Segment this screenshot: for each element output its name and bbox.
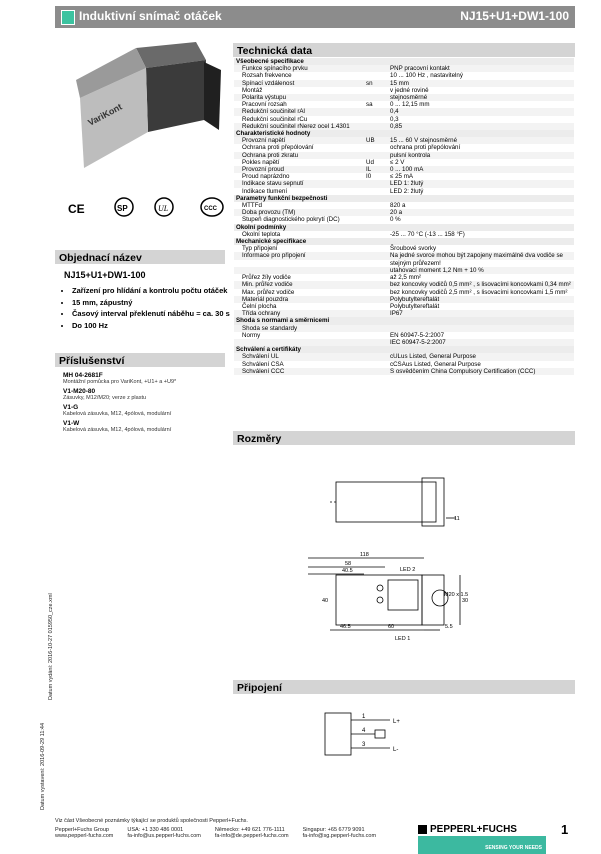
spec-value: IEC 60947-5-2:2007 [388,339,574,346]
spec-symbol [364,260,388,267]
spec-value: 0 % [390,216,401,224]
spec-row [234,80,574,87]
spec-row [234,188,574,195]
spec-symbol: UB [364,137,388,144]
spec-symbol [364,339,388,346]
contact-line[interactable]: www.pepperl-fuchs.com [55,833,114,839]
brand-slogan: SENSING YOUR NEEDS [485,845,542,851]
spec-label: Provozní napětí [234,137,364,144]
spec-row [234,209,574,216]
ccc-mark-icon [201,198,223,216]
spec-symbol [364,231,388,238]
dim-label: 58 [345,561,352,567]
spec-group-title: Schválení a certifikáty [234,346,574,353]
certification-marks [64,196,234,220]
spec-row [234,216,574,223]
spec-value: 10 ... 100 Hz , nastavitelný [390,72,463,80]
spec-symbol [364,325,388,332]
connection-heading: Připojení [233,680,575,694]
spec-row [234,101,574,108]
spec-value: 820 a [390,202,406,210]
spec-label [234,267,364,274]
spec-symbol [364,289,388,296]
spec-value: 15 mm [388,80,574,87]
contact-line[interactable]: fa-info@de.pepperl-fuchs.com [214,833,289,839]
spec-row [234,159,574,166]
spec-symbol [364,108,388,115]
spec-symbol [364,202,388,209]
spec-value: cULus Listed, General Purpose [388,353,574,360]
spec-label: Informace pro připojení [234,252,364,259]
accessory-description: Kabelová zásuvka, M12, 4pólová, modulární [63,427,172,433]
spec-group-title: Shoda s normami a směrnicemi [234,317,574,324]
spec-value: stejnosměrné [388,94,574,101]
spec-row [234,231,574,238]
order-section-heading: Objednací název [55,250,225,264]
spec-symbol [364,281,388,288]
spec-row [234,166,574,173]
dim-label: 40.5 [342,568,353,574]
ul-mark-icon [155,198,173,216]
contact-line: USA: +1 330 486 0001 [127,827,184,833]
footer-contacts [55,827,405,839]
spec-symbol [364,252,388,259]
release-date: Datum vydání: 2016-10-27 015950_cze.xml [48,593,54,700]
spec-symbol [364,245,388,252]
spec-symbol [364,267,388,274]
spec-symbol: sa [366,101,373,109]
spec-label: Třída ochrany [234,310,364,317]
spec-row [234,180,574,187]
spec-row [234,94,574,101]
spec-label: Shoda se standardy [234,325,364,332]
spec-row [234,325,574,332]
spec-label: Polarita výstupu [234,94,364,101]
spec-group-row [234,317,574,324]
spec-symbol: sn [364,80,388,87]
accessory-list [63,372,228,433]
spec-value: ≤ 2 V [390,158,405,166]
contact-line: Pepperl+Fuchs Group [55,827,109,833]
contact-line[interactable]: fa-info@sg.pepperl-fuchs.com [302,833,377,839]
spec-label: MTTFd [242,202,262,210]
spec-label: Materiál pouzdra [234,296,364,303]
contact-column [55,827,113,839]
spec-symbol [364,123,388,130]
spec-label: Doba provozu (TM) [234,209,364,216]
spec-symbol [364,65,388,72]
contact-line[interactable]: fa-info@us.pepperl-fuchs.com [127,833,201,839]
feature-item: • Zařízení pro hlídání a kontrolu počtu otáček [72,286,247,296]
spec-value: LED 2: žlutý [390,187,424,195]
spec-symbol [364,216,388,223]
spec-label: Pracovní rozsah [242,101,287,109]
product-brand-label: VariKont [86,101,124,128]
spec-label: Proud naprázdno [242,173,290,181]
spec-label: Indikace tlumení [242,187,288,195]
spec-label: Redukční součinitel rNerez ocel 1.4301 [234,123,364,130]
accessory-description: Zásuvky, M12/M20; verze z plastu [63,395,147,401]
terminal-label: L- [393,747,399,753]
spec-row [234,289,574,296]
terminal-label: 3 [362,742,366,748]
terminal-label: 4 [362,728,366,734]
feature-list [52,286,247,332]
spec-label: Provozní proud [234,166,364,173]
accessory-code: V1-M20-80 [63,388,96,395]
spec-label: Schválení CCC [234,368,364,375]
spec-row [234,173,574,180]
spec-label: Typ připojení [242,245,278,253]
spec-symbol [364,116,388,123]
contact-column [303,827,376,839]
spec-row [234,361,574,368]
spec-label: Funkce spínacího prvku [234,65,364,72]
csa-mark-icon [115,198,133,216]
svg-text:SP: SP [117,204,128,213]
dim-label: LED 1 [395,636,411,642]
spec-symbol [364,368,388,375]
dim-label: 11 [454,516,460,522]
spec-label: Schválení CSA [242,360,284,368]
spec-group-row [234,238,574,245]
document-title: Induktivní snímač otáček [79,9,222,23]
spec-label: Indikace stavu sepnutí [234,180,364,187]
ce-mark-icon [68,202,85,216]
terminal-label: 1 [362,714,366,720]
spec-row [234,303,574,310]
spec-value: S osvědčením China Compulsory Certification (CCC) [388,368,574,375]
spec-row [234,72,574,79]
spec-value: 15 ... 60 V stejnosměrné [388,137,574,144]
spec-label: Montáž [242,86,263,94]
feature-item: • Časový interval překlenutí náběhu = ca. 30 s [72,309,247,319]
dim-label: LED 2 [400,567,416,573]
spec-row [234,202,574,209]
spec-symbol: Ud [366,158,374,166]
spec-symbol [364,274,388,281]
spec-group-row [234,130,574,137]
dimensions-heading: Rozměry [233,431,575,445]
spec-row [234,281,574,288]
spec-row [234,339,574,346]
feature-item: • Do 100 Hz [72,321,247,331]
spec-label [234,339,364,346]
spec-symbol [364,353,388,360]
spec-value: Polybutyltereftalát [388,296,574,303]
header-marker [61,10,75,25]
spec-row [234,137,574,144]
accessory-code: V1-W [63,420,80,427]
spec-row [234,116,574,123]
spec-row [234,108,574,115]
spec-value: 0,85 [388,123,574,130]
accessory-code: V1-G [63,404,79,411]
spec-row [234,245,574,252]
spec-label: Ochrana proti zkratu [234,152,364,159]
spec-symbol [364,332,388,339]
dimension-drawing [300,470,480,660]
spec-label: Ochrana proti přepólování [242,144,314,152]
dim-label: 118 [360,552,369,558]
spec-symbol [364,296,388,303]
spec-row [234,260,574,267]
accessory-description: Kabelová zásuvka, M12, 4pólová, modulární [63,411,172,417]
spec-group-row [234,346,574,353]
spec-group-title: Charakteristické hodnoty [234,130,574,137]
spec-value: cCSAus Listed, General Purpose [390,360,481,368]
spec-label: Redukční součinitel rCu [242,115,308,123]
contact-line: Německo: +49 621 776-1111 [214,827,285,833]
dim-label: 30 [462,598,469,604]
spec-value: Polybutyltereftalát [390,302,440,310]
spec-label: Rozsah frekvence [242,72,292,80]
page-header [55,6,575,28]
spec-symbol [364,87,388,94]
spec-row [234,332,574,339]
spec-label: Normy [242,331,261,339]
spec-symbol [364,72,388,79]
spec-label: Okolní teplota [242,230,281,238]
spec-label: Redukční součinitel rAl [234,108,364,115]
spec-value: stejným průřezem! [390,259,441,267]
spec-label: Max. průřez vodiče [242,288,295,296]
spec-value: pulsní kontrola [388,152,574,159]
spec-symbol [364,188,388,195]
spec-row [234,353,574,360]
spec-symbol [364,303,388,310]
spec-row [234,144,574,151]
spec-group-title: Mechanické specifikace [234,238,574,245]
spec-row [234,267,574,274]
spec-value: IP67 [388,310,574,317]
spec-value: v jedné rovině [390,86,429,94]
spec-row [234,310,574,317]
spec-row [234,252,574,259]
spec-value: bez koncovky vodičů 0,5 mm² , s lisovacími koncovkami 0,34 mm² [388,281,574,288]
svg-text:UL: UL [158,204,169,213]
spec-group-title: Parametry funkční bezpečnosti [234,195,574,202]
spec-symbol [364,361,388,368]
spec-value: utahovací moment 1,2 Nm + 10 % [388,267,574,274]
issue-date: Datum vystavení: 2016-09-29 11:44 [40,722,46,810]
spec-label: Pokles napětí [242,158,280,166]
connection-diagram [320,705,430,770]
spec-value: ≤ 25 mA [390,173,413,181]
spec-value: ochrana proti přepólování [390,144,461,152]
spec-group-title: Všeobecné specifikace [234,58,574,65]
spec-value: Na jedné svorce mohou být zapojeny maximálně dva vodiče se [388,252,574,259]
spec-value: Šroubové svorky [390,245,437,253]
spec-row [234,65,574,72]
spec-symbol [364,152,388,159]
dim-label: 46.5 [340,624,351,630]
spec-symbol: I0 [366,173,372,181]
spec-symbol [364,144,388,151]
spec-group-title: Okolní podmínky [234,224,574,231]
contact-column [215,827,289,839]
spec-value: 20 a [388,209,574,216]
spec-value: až 2,5 mm² [390,274,421,282]
page-number: 1 [561,822,569,837]
spec-symbol [364,310,388,317]
contact-column [127,827,200,839]
dim-label: 40 [322,598,329,604]
spec-value [388,325,574,332]
spec-value: 0 ... 100 mA [388,166,574,173]
brand-name: PEPPERL+FUCHS [430,824,517,835]
spec-row [234,123,574,130]
spec-value: 0,4 [388,108,574,115]
spec-symbol [364,180,388,187]
technical-data-table [234,58,574,375]
svg-text:CCC: CCC [204,206,217,212]
feature-item: • 15 mm, zápustný [72,298,247,308]
spec-value: PNP pracovní kontakt [388,65,574,72]
spec-row [234,296,574,303]
order-name: NJ15+U1+DW1-100 [64,270,146,280]
dim-label: 5.5 [445,624,453,630]
spec-group-row [234,224,574,231]
svg-text:CE: CE [68,202,85,216]
spec-row [234,368,574,375]
accessories-section-heading: Příslušenství [55,353,225,367]
footer-note: Viz část Všeobecné poznámky týkající se produktů společnosti Pepperl+Fuchs. [55,818,248,824]
spec-value: -25 ... 70 °C (-13 ... 158 °F) [390,230,465,238]
dim-label: M20 x 1.5 [444,592,469,598]
contact-line: Singapur: +65 6779 9091 [302,827,365,833]
product-code: NJ15+U1+DW1-100 [460,9,569,23]
spec-label: Průřez žíly vodiče [242,274,291,282]
terminal-label: L+ [393,719,400,725]
spec-value: 0,3 [390,115,399,123]
spec-label [234,260,364,267]
spec-row [234,87,574,94]
spec-symbol [364,209,388,216]
spec-label: Schválení UL [234,353,364,360]
spec-symbol: IL [364,166,388,173]
accessory-code: MH 04-2681F [63,372,103,379]
spec-label: Min. průřez vodiče [234,281,364,288]
spec-value: bez koncovky vodičů 2,5 mm² , s lisovacími koncovkami 1,5 mm² [390,288,568,296]
pf-logo-icon [418,825,427,834]
dim-label: 60 [388,624,395,630]
product-photo [76,40,221,172]
spec-row [234,152,574,159]
spec-group-row [234,195,574,202]
spec-label: Spínací vzdálenost [234,80,364,87]
spec-value: 0 ... 12,15 mm [390,101,430,109]
accessory-description: Montážní pomůcka pro VariKont, +U1+ a +U9* [63,379,177,385]
technical-data-table-wrap [234,58,574,375]
spec-group-row [234,58,574,65]
spec-symbol [364,94,388,101]
spec-label: Stupeň diagnostického pokrytí (DC) [242,216,340,224]
spec-row [234,274,574,281]
spec-label: Čelní plocha [242,302,277,310]
technical-data-heading: Technická data [233,43,575,57]
spec-value: EN 60947-5-2:2007 [390,331,445,339]
spec-value: LED 1: žlutý [388,180,574,187]
